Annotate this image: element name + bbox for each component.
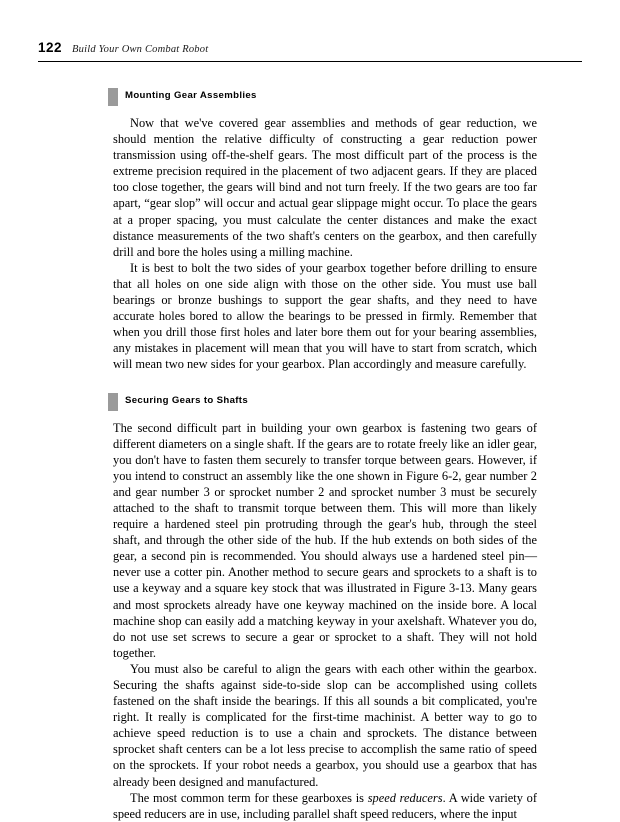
paragraph: Now that we've covered gear assemblies and methods of gear reduction, we should mention the relative difficulty of constructing a gear reduction power transmission using off-the-shelf gears. The most difficult part of the process is the extreme precision required in the placement of two adjacent gears. If they are placed too close together, the gears will bind and not turn freely. If the two gears are too far apart, “gear slop” will occur and actual gear slippage might occur. To place the gears at a proper spacing, you must calculate the center distances and make the exact distance measurements of the two shaft's centers on the gearbox, and then carefully drill and bore the holes using a milling machine. xyxy=(113,116,537,259)
paragraph: The most common term for these gearboxes is speed reducers. A wide variety of speed reducers are in use, including parallel shaft speed reducers, where the input xyxy=(113,790,537,821)
running-head xyxy=(38,40,582,60)
paragraph: It is best to bolt the two sides of your gearbox together before drilling to ensure that all holes on one side align with those on the other side. You must use ball bearings or bronze bushings to support the gear shafts, and they need to have accurate holes bored to allow the bearings to be pressed in firmly. Remember that when you drill those first holes and later bore them out for your bearing assemblies, any mistakes in placement will mean that you will have to start from scratch, which will mean two new sides for your gearbox. Plan accordingly and measure carefully. xyxy=(113,260,537,372)
paragraph: You must also be careful to align the gears with each other within the gearbox. Securing the shafts against side-to-side slop can be accomplished using collets fastened on the shaft inside the bearings. If this all sounds a bit complicated, you're right. It really is complicated for the first-time machinist. A better way to go to achieve speed reduction is to use a chain and sprockets. The distance between sprocket shaft centers can be a lot less precise to accomplish the same ratio of speed on the sprockets. If your robot needs a gearbox, you should use a gearbox that has already been designed and manufactured. xyxy=(113,661,537,789)
heading-text: Securing Gears to Shafts xyxy=(125,394,249,406)
heading-text: Mounting Gear Assemblies xyxy=(125,90,257,101)
section-heading-mounting-gear-assemblies xyxy=(113,88,537,106)
page-number: 122 xyxy=(38,40,63,55)
book-title: Build Your Own Combat Robot xyxy=(72,44,209,55)
header-rule xyxy=(38,61,582,62)
heading-marker xyxy=(108,393,118,411)
heading-marker xyxy=(108,88,118,106)
section-heading-securing-gears-to-shafts xyxy=(113,393,537,411)
paragraph: The second difficult part in building your own gearbox is fastening two gears of different diameters on a single shaft. If the gears are to rotate freely like an idler gear, you don't have to fasten them securely to transfer torque between gears. However, if you intend to construct an assembly like the one shown in Figure 6-2, gear number 2 and gear number 3 or sprocket number 2 and sprocket number 3 must be securely attached to the shaft to transmit torque between them. This will more than likely require a hardened steel pin protruding through the gear's hub, through the steel shaft, and through the other side of the hub. If the hub extends on both sides of the gear, a second pin is recommended. You should always use a hardened steel pin—never use a cotter pin. Another method to secure gears and sprockets to a shaft is to use a keyway and a square key stock that was illustrated in Figure 3-13. Many gears and most sprockets already have one keyway machined on the inside bore. A local machine shop can easily add a matching keyway in your axelshaft. Whatever you do, do not use set screws to secure a gear or sprocket to a shaft. They will not hold together. xyxy=(113,420,537,660)
page-content xyxy=(113,88,537,822)
section-spacer xyxy=(113,373,537,393)
